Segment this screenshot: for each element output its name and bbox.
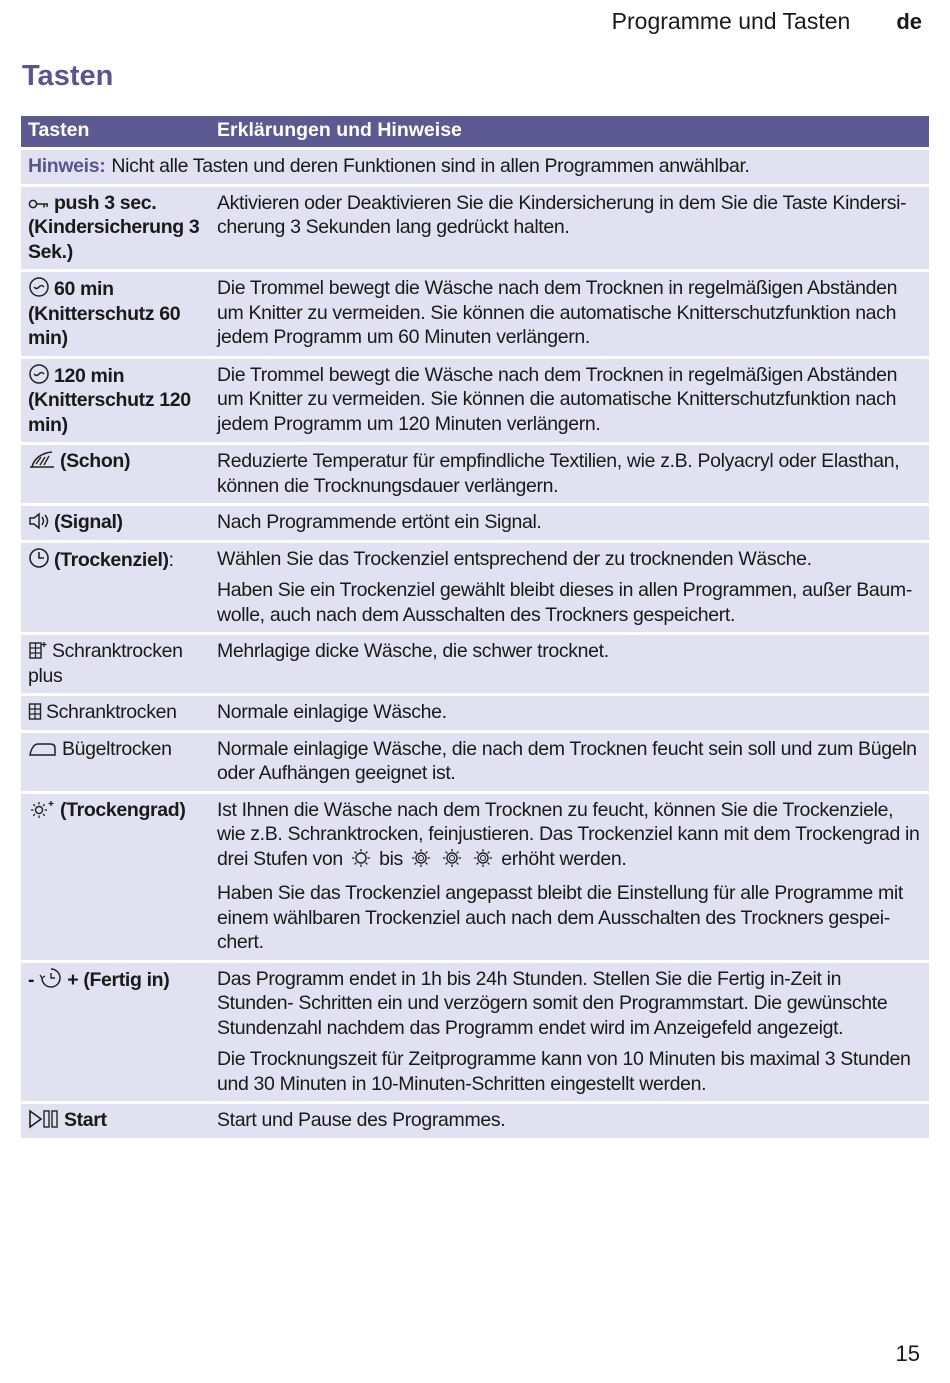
cupboard-icon — [28, 701, 42, 721]
section-title: Tasten — [22, 60, 114, 92]
key-label: Bügeltrocken — [62, 737, 172, 760]
explanation-text: Aktivieren oder Deaktivieren Sie die Kindersicherung in dem Sie die Taste Kindersi- cherung 3 Sekunden lang gedrückt halten. — [217, 191, 907, 238]
key-label: (Schon) — [60, 450, 131, 472]
note-cell — [21, 149, 929, 186]
key-label: (Trockengrad) — [60, 798, 186, 821]
key-cell — [21, 1103, 210, 1138]
explanation-text: Reduzierte Temperatur für empfindliche Textilien, wie z.B. Polyacryl oder Elasthan, können die Trocknungsdauer verlängern. — [217, 450, 900, 497]
key-cell — [21, 357, 210, 444]
key-cell — [21, 271, 210, 358]
clock-icon — [28, 547, 50, 569]
explanation-text: Normale einlagige Wäsche, die nach dem Trocknen feucht sein soll und zum Bügeln oder Aufhängen geeignet ist. — [217, 737, 917, 784]
column-header-keys: Tasten — [21, 116, 210, 149]
page-header — [612, 8, 922, 35]
table-row — [21, 731, 929, 792]
explanation-text-secondary: Haben Sie das Trockenziel angepasst bleibt die Einstellung für alle Programme mit einem wählbaren Trockenziel auch nach dem Ausschalten des Trockners gespei- chert. — [217, 882, 903, 953]
sun-level-4-icon — [472, 848, 494, 875]
key-label: (Trockenziel) — [54, 548, 169, 571]
table-header-row — [21, 116, 929, 149]
key-cell — [21, 541, 210, 634]
explanation-cell — [210, 695, 929, 732]
explanation-cell — [210, 444, 929, 505]
sun-plus-icon — [28, 799, 56, 819]
key-label: + (Fertig in) — [67, 968, 170, 991]
explanation-text-secondary: Haben Sie ein Trockenziel gewählt bleibt dieses in allen Programmen, außer Baum- wolle, auch nach dem Ausschalten des Trockners gespeichert. — [217, 579, 912, 626]
key-icon — [28, 198, 50, 212]
explanation-cell — [210, 185, 929, 271]
delicate-icon — [28, 450, 56, 470]
language-code: de — [896, 9, 922, 34]
explanation-text: Mehrlagige dicke Wäsche, die schwer trocknet. — [217, 640, 609, 662]
explanation-cell — [210, 505, 929, 542]
explanation-cell — [210, 1103, 929, 1138]
key-prefix: - — [28, 968, 35, 991]
key-cell — [21, 961, 210, 1103]
key-label: (Signal) — [54, 511, 123, 533]
table-row — [21, 961, 929, 1103]
explanation-text: Das Programm endet in 1h bis 24h Stunden. Stellen Sie die Fertig in-Zeit in Stunden- Schritten ein und verzögern somit den Programmstart. Die gewünschte Stundenzahl nachdem das Programm endet wird im Anzeigefeld angezeigt. — [217, 967, 888, 1039]
key-label: 120 min (Knitterschutz 120 min) — [28, 364, 191, 436]
start-pause-icon — [28, 1109, 60, 1129]
table-row — [21, 357, 929, 444]
column-header-explanation: Erklärungen und Hinweise — [210, 116, 929, 149]
key-cell — [21, 505, 210, 542]
explanation-cell — [210, 961, 929, 1103]
speaker-icon — [28, 511, 50, 531]
key-cell — [21, 695, 210, 732]
explanation-cell — [210, 271, 929, 358]
cupboard-plus-icon — [28, 640, 48, 660]
table-row — [21, 541, 929, 634]
table-row — [21, 271, 929, 358]
key-label: push 3 sec. (Kindersicherung 3 Sek.) — [28, 191, 200, 263]
key-cell — [21, 185, 210, 271]
explanation-text: Wählen Sie das Trockenziel entsprechend der zu trocknenden Wäsche. — [217, 547, 812, 570]
page-number: 15 — [895, 1341, 920, 1366]
explanation-text-part: bis — [379, 847, 403, 870]
key-label: Schranktrocken — [46, 701, 177, 723]
chapter-title: Programme und Tasten — [611, 8, 851, 34]
table-row — [21, 792, 929, 961]
key-cell — [21, 444, 210, 505]
explanation-text-secondary: Die Trocknungszeit für Zeitprogramme kann von 10 Minuten bis maximal 3 Stunden und 30 Minuten in 10-Minuten-Schritten eingestellt werden. — [217, 1048, 911, 1095]
key-cell — [21, 792, 210, 961]
note-label: Hinweis: — [28, 155, 106, 177]
iron-icon — [28, 740, 58, 758]
explanation-cell — [210, 792, 929, 961]
finish-in-icon — [39, 967, 63, 989]
table-row — [21, 444, 929, 505]
explanation-text: Nach Programmende ertönt ein Signal. — [217, 511, 542, 533]
explanation-text — [217, 798, 922, 875]
sun-level-1-icon — [350, 848, 372, 875]
table-row — [21, 634, 929, 695]
key-label: Schranktrocken plus — [28, 640, 183, 687]
note-text: Nicht alle Tasten und deren Funktionen sind in allen Programmen anwählbar. — [111, 155, 750, 177]
explanation-text: Normale einlagige Wäsche. — [217, 701, 447, 723]
explanation-cell — [210, 731, 929, 792]
table-row — [21, 1103, 929, 1138]
keys-table — [21, 116, 929, 1138]
table-row — [21, 185, 929, 271]
explanation-text-part: erhöht werden. — [501, 847, 627, 870]
explanation-cell — [210, 357, 929, 444]
key-label: Start — [64, 1109, 107, 1131]
explanation-cell — [210, 541, 929, 634]
key-label: 60 min (Knitterschutz 60 min) — [28, 278, 181, 349]
sun-level-2-icon — [410, 848, 432, 875]
table-row — [21, 695, 929, 732]
explanation-text: Start und Pause des Programmes. — [217, 1109, 506, 1131]
key-cell — [21, 634, 210, 695]
explanation-text: Die Trommel bewegt die Wäsche nach dem Trocknen in regelmäßigen Abständen um Knitter zu vermeiden. Sie können die automatische Knitterschutzfunktion nach jedem Programm um 60 Minuten verlängern. — [217, 277, 898, 348]
anti-crease-icon — [28, 276, 50, 298]
sun-level-3-icon — [441, 848, 463, 875]
key-cell — [21, 731, 210, 792]
explanation-text-part: Ist Ihnen die Wäsche nach dem Trocknen zu feucht, können Sie die Trockenziele, wie z.B. Schranktrocken, feinjustieren. Das Trockenziel kann mit dem Trockengrad in drei Stufen von — [217, 798, 920, 870]
anti-crease-icon — [28, 363, 50, 385]
table-row — [21, 505, 929, 542]
note-row — [21, 149, 929, 186]
key-suffix: : — [168, 548, 174, 571]
explanation-text: Die Trommel bewegt die Wäsche nach dem Trocknen in regelmäßigen Abständen um Knitter zu vermeiden. Sie können die automatische Knitterschutzfunktion nach jedem Programm um 120 Minuten verlängern. — [217, 363, 898, 435]
explanation-cell — [210, 634, 929, 695]
